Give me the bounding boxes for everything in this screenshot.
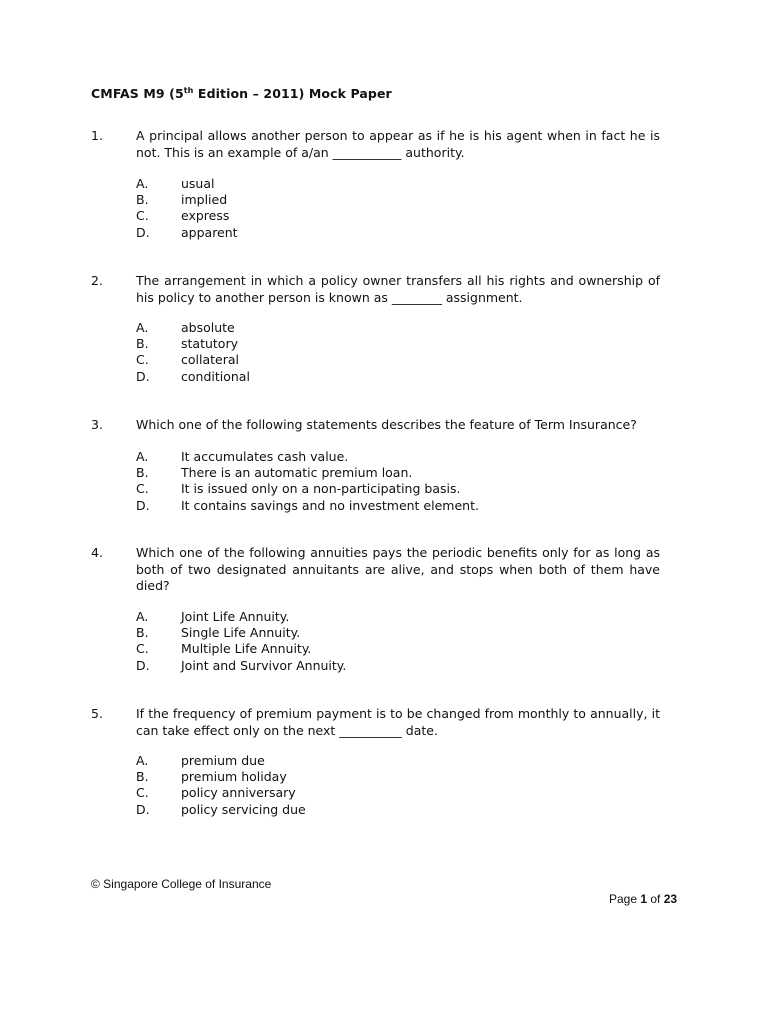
page-total: 23: [663, 892, 678, 906]
option-text: Single Life Annuity.: [181, 625, 301, 641]
title-text-after: Edition – 2011) Mock Paper: [193, 86, 392, 101]
option-text: There is an automatic premium loan.: [181, 465, 413, 481]
title-text-before: CMFAS M9 (5: [91, 86, 184, 101]
question-number: 1.: [91, 128, 103, 143]
question-number: 5.: [91, 706, 103, 721]
option-letter: B.: [136, 336, 149, 352]
option-letter: A.: [136, 320, 149, 335]
option-letter: B.: [136, 625, 149, 641]
option-text: premium holiday: [181, 769, 287, 785]
copyright-notice: © Singapore College of Insurance: [91, 877, 272, 891]
option-text: It accumulates cash value.: [181, 449, 349, 464]
option-text: absolute: [181, 320, 235, 335]
option-letter: A.: [136, 449, 149, 464]
option-text: implied: [181, 192, 228, 208]
option-letter: D.: [136, 224, 150, 240]
option-text: conditional: [181, 368, 250, 384]
option-text: apparent: [181, 224, 238, 240]
question-number: 3.: [91, 417, 103, 432]
option-letter: A.: [136, 176, 149, 191]
option-letter: B.: [136, 465, 149, 481]
page-current: 1: [640, 892, 648, 906]
option-text: policy anniversary: [181, 785, 296, 801]
option-letter: D.: [136, 801, 150, 817]
option-letter: A.: [136, 753, 149, 768]
option-text: statutory: [181, 336, 238, 352]
option-text: collateral: [181, 352, 239, 368]
title-superscript: th: [183, 85, 194, 95]
question-number: 4.: [91, 545, 103, 560]
question-text: Which one of the following statements describes the feature of Term Insurance?: [136, 417, 637, 432]
option-letter: C.: [136, 352, 149, 368]
question-text: Which one of the following annuities pays the periodic benefits only for as long as both of two designated annuitants are alive, and stops when both of them have died?: [136, 545, 660, 593]
option-text: Multiple Life Annuity.: [181, 641, 312, 657]
option-letter: C.: [136, 208, 149, 224]
option-letter: D.: [136, 657, 150, 673]
option-letter: A.: [136, 609, 149, 624]
option-letter: B.: [136, 192, 149, 208]
question-text: The arrangement in which a policy owner transfers all his rights and ownership of his policy to another person is known as ________ assignment.: [136, 273, 660, 305]
option-text: Joint Life Annuity.: [181, 609, 290, 624]
option-text: express: [181, 208, 230, 224]
option-text: premium due: [181, 753, 265, 768]
option-text: It contains savings and no investment element.: [181, 497, 479, 513]
option-letter: C.: [136, 785, 149, 801]
option-letter: C.: [136, 481, 149, 497]
option-text: usual: [181, 176, 215, 191]
page-number: [609, 892, 677, 906]
option-letter: D.: [136, 497, 150, 513]
question-number: 2.: [91, 273, 103, 288]
page-word: Page: [609, 892, 641, 906]
option-letter: B.: [136, 769, 149, 785]
option-letter: C.: [136, 641, 149, 657]
option-text: policy servicing due: [181, 801, 306, 817]
option-text: It is issued only on a non-participating basis.: [181, 481, 461, 497]
question-text: A principal allows another person to appear as if he is his agent when in fact he is not. This is an example of a/an ___________ authority.: [136, 128, 660, 160]
option-text: Joint and Survivor Annuity.: [181, 657, 347, 673]
page-title: [91, 86, 392, 101]
option-letter: D.: [136, 368, 150, 384]
question-text: If the frequency of premium payment is to be changed from monthly to annually, it can take effect only on the next __________ date.: [136, 706, 660, 738]
page-of: of: [647, 892, 664, 906]
